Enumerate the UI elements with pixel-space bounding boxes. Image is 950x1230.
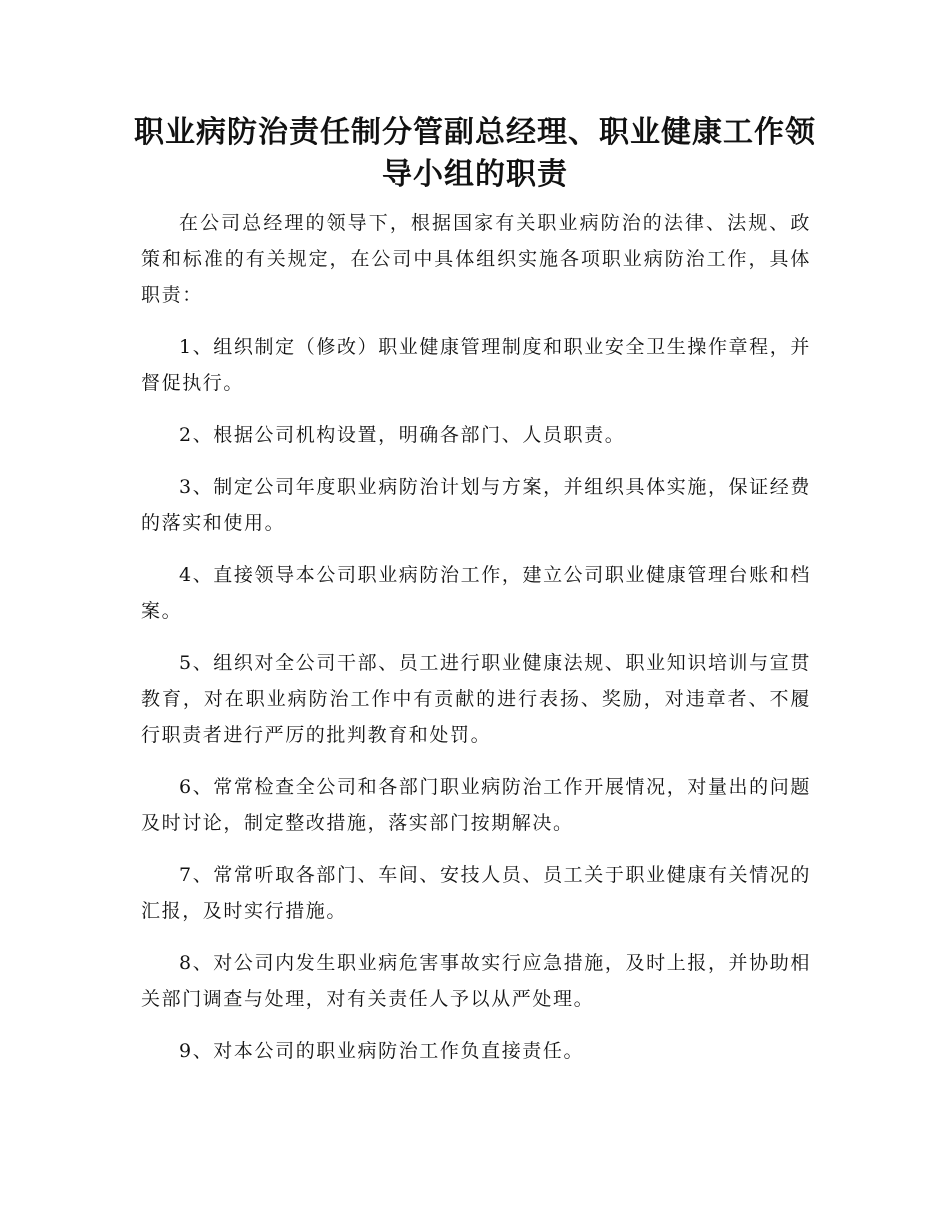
duty-item-7: 7、常常听取各部门、车间、安技人员、员工关于职业健康有关情况的汇报，及时实行措施。: [141, 864, 811, 922]
duty-item-3: 3、制定公司年度职业病防治计划与方案，并组织具体实施，保证经费的落实和使用。: [141, 476, 811, 534]
duty-item-6: 6、常常检查全公司和各部门职业病防治工作开展情况，对量出的问题及时讨论，制定整改措施，落实部门按期解决。: [141, 776, 811, 834]
duty-item-2: 2、根据公司机构设置，明确各部门、人员职责。: [179, 424, 626, 446]
duty-item-5: 5、组织对全公司干部、员工进行职业健康法规、职业知识培训与宣贯教育，对在职业病防治工作中有贡献的进行表扬、奖励，对违章者、不履行职责者进行严厉的批判教育和处罚。: [141, 652, 811, 746]
intro-paragraph: 在公司总经理的领导下，根据国家有关职业病防治的法律、法规、政策和标准的有关规定，在公司中具体组织实施各项职业病防治工作，具体职责：: [141, 212, 811, 306]
duty-item-4: 4、直接领导本公司职业病防治工作，建立公司职业健康管理台账和档案。: [141, 564, 811, 622]
duty-item-8: 8、对公司内发生职业病危害事故实行应急措施，及时上报，并协助相关部门调查与处理，对有关责任人予以从严处理。: [141, 952, 811, 1010]
document-title: 职业病防治责任制分管副总经理、职业健康工作领导小组的职责: [134, 115, 816, 192]
document-body: [141, 205, 811, 1085]
duty-item-1: 1、组织制定（修改）职业健康管理制度和职业安全卫生操作章程，并督促执行。: [141, 336, 811, 394]
duty-item-9: 9、对本公司的职业病防治工作负直接责任。: [179, 1040, 585, 1062]
